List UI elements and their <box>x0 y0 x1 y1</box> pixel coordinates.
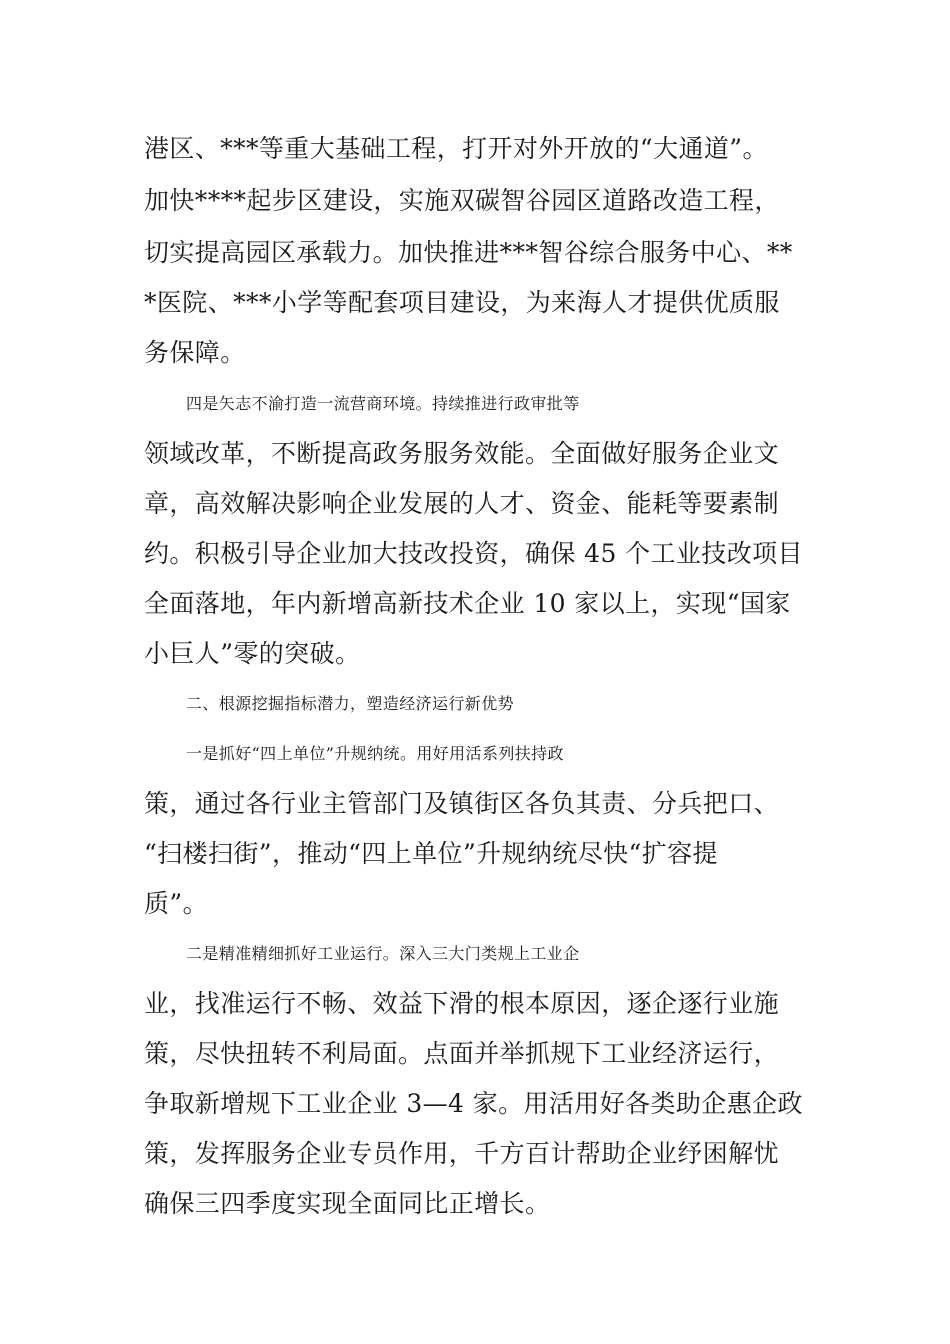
text-line-7: 领域改革，不断提高政务服务效能。全面做好服务企业文 <box>144 439 780 468</box>
text-line-2: 加快****起步区建设，实施双碳智谷园区道路改造工程， <box>144 186 780 215</box>
text-line-4: *医院、***小学等配套项目建设，为来海人才提供优质服 <box>144 288 780 317</box>
text-line-9: 约。积极引导企业加大技改投资，确保 45 个工业技改项目 <box>144 539 803 568</box>
section-heading: 二、根源挖掘指标潜力，塑造经济运行新优势 <box>186 694 515 713</box>
text-line-11: 小巨人”零的突破。 <box>144 639 361 668</box>
text-line-14: 策，通过各行业主管部门及镇街区各负其责、分兵把口、 <box>144 789 780 818</box>
text-line-3: 切实提高园区承载力。加快推进***智谷综合服务中心、** <box>144 238 793 267</box>
text-line-17: 二是精准精细抓好工业运行。深入三大门类规上工业企 <box>186 944 580 963</box>
text-line-18: 业，找准运行不畅、效益下滑的根本原因，逐企逐行业施 <box>144 989 780 1018</box>
text-line-19: 策，尽快扭转不利局面。点面并举抓规下工业经济运行， <box>144 1039 780 1068</box>
text-line-8: 章，高效解决影响企业发展的人才、资金、能耗等要素制 <box>144 489 780 518</box>
text-line-5: 务保障。 <box>144 338 246 367</box>
text-line-16: 质”。 <box>144 889 208 918</box>
text-line-1: 港区、***等重大基础工程，打开对外开放的“大通道”。 <box>144 134 768 163</box>
text-line-20: 争取新增规下工业企业 3—4 家。用活用好各类助企惠企政 <box>144 1089 803 1118</box>
text-line-13: 一是抓好“四上单位”升规纳统。用好用活系列扶持政 <box>186 744 564 763</box>
text-line-10: 全面落地，年内新增高新技术企业 10 家以上，实现“国家 <box>144 589 791 618</box>
text-line-21: 策，发挥服务企业专员作用，千方百计帮助企业纾困解忧 <box>144 1139 780 1168</box>
text-line-15: “扫楼扫街”，推动“四上单位”升规纳统尽快“扩容提 <box>144 839 718 868</box>
text-line-22: 确保三四季度实现全面同比正增长。 <box>144 1189 551 1218</box>
text-line-6: 四是矢志不渝打造一流营商环境。持续推进行政审批等 <box>186 394 580 413</box>
